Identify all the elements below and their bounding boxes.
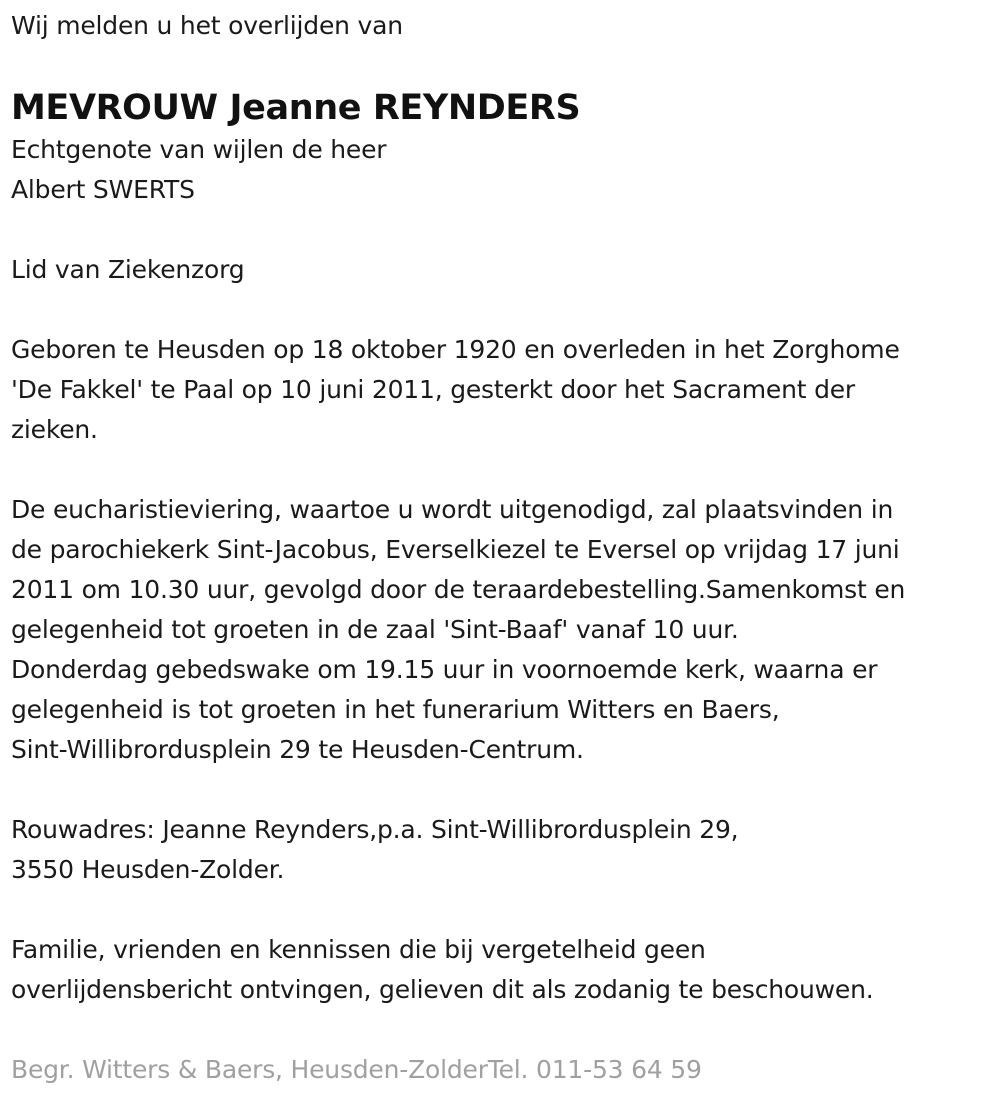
paragraph-line: gelegenheid is tot groeten in het funerarium Witters en Baers, [11, 695, 780, 724]
paragraph-line: 2011 om 10.30 uur, gevolgd door de teraardebestelling.Samenkomst en [11, 575, 906, 604]
funeral-home-footer: Begr. Witters & Baers, Heusden-ZolderTel. 011-53 64 59 [11, 1055, 702, 1084]
paragraph-line: overlijdensbericht ontvingen, gelieven dit als zodanig te beschouwen. [11, 975, 874, 1004]
spouse-line-2: Albert SWERTS [11, 175, 195, 204]
death-notice [11, 0, 986, 1090]
birth-death-paragraph [11, 330, 986, 450]
paragraph-line: 'De Fakkel' te Paal op 10 juni 2011, gesterkt door het Sacrament der [11, 375, 856, 404]
paragraph-line: gelegenheid tot groeten in de zaal 'Sint-Baaf' vanaf 10 uur. [11, 615, 739, 644]
ceremony-paragraph [11, 490, 986, 770]
paragraph-line: Donderdag gebedswake om 19.15 uur in voornoemde kerk, waarna er [11, 655, 878, 684]
address-line: Rouwadres: Jeanne Reynders,p.a. Sint-Willibrordusplein 29, [11, 815, 739, 844]
paragraph-line: de parochiekerk Sint-Jacobus, Everselkiezel te Eversel op vrijdag 17 juni [11, 535, 900, 564]
footer-block [11, 1050, 986, 1090]
paragraph-line: Sint-Willibrordusplein 29 te Heusden-Centrum. [11, 735, 584, 764]
deceased-name: MEVROUW Jeanne REYNDERS [11, 88, 581, 128]
address-line: 3550 Heusden-Zolder. [11, 855, 285, 884]
membership-block [11, 250, 986, 290]
spouse-line-1: Echtgenote van wijlen de heer [11, 135, 387, 164]
paragraph-line: zieken. [11, 415, 98, 444]
paragraph-line: De eucharistieviering, waartoe u wordt uitgenodigd, zal plaatsvinden in [11, 495, 894, 524]
paragraph-line: Geboren te Heusden op 18 oktober 1920 en overleden in het Zorghome [11, 335, 900, 364]
paragraph-line: Familie, vrienden en kennissen die bij vergetelheid geen [11, 935, 706, 964]
membership-text: Lid van Ziekenzorg [11, 255, 245, 284]
closing-paragraph [11, 930, 986, 1010]
address-paragraph [11, 810, 986, 890]
intro-text: Wij melden u het overlijden van [11, 11, 403, 40]
